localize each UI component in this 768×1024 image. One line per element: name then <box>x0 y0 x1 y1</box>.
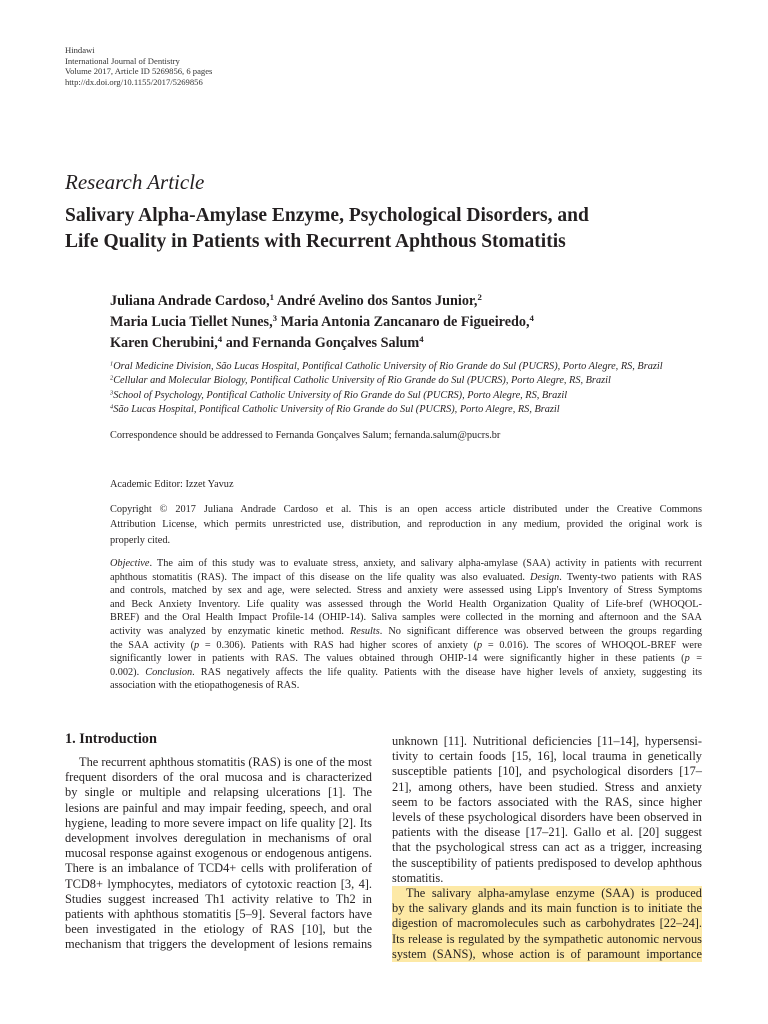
text-segment: p <box>194 639 200 651</box>
text-line: properly cited. <box>110 534 171 546</box>
text-line: frequent disorders of the oral mucosa and is characterized <box>65 770 372 785</box>
text-segment: significantly lower in patients with RAS. The values obtained through OHIP-14 were significantly higher in these patients ( <box>110 653 685 665</box>
text-line: Its release is regulated by the sympathetic autonomic nervous <box>392 931 702 946</box>
text-line <box>110 403 710 417</box>
text-segment: and controls, matched by sex and age, were selected. Stress and anxiety were assessed using Lipp's Inventory of Stress Symptoms <box>110 585 702 597</box>
paragraph <box>392 734 702 886</box>
text-segment: aphthous stomatitis (RAS). The impact of this disease on the life quality was also evaluated. <box>110 571 531 583</box>
title-line: Salivary Alpha-Amylase Enzyme, Psychological Disorders, and <box>65 205 589 226</box>
text-line: by the salivary glands and its main function is to initiate the <box>392 901 702 916</box>
text-line: 21], among others, have been studied. Stress and anxiety <box>392 779 702 794</box>
correspondence: Correspondence should be addressed to Fernanda Gonçalves Salum; fernanda.salum@pucrs.br <box>110 430 501 441</box>
text-line: The recurrent aphthous stomatitis (RAS) is one of the most <box>79 755 372 769</box>
article-type: Research Article <box>65 170 205 194</box>
text-segment: School of Psychology, Pontifical Catholic University of Rio Grande do Sul (PUCRS), Porto Alegre, RS, Brazil <box>113 389 568 401</box>
text-line: been investigated in the etiology of RAS [10], but the <box>65 922 372 937</box>
text-line: levels of these psychological disorders have been observed in <box>392 810 702 825</box>
text-line <box>110 652 702 666</box>
text-line <box>110 584 702 598</box>
text-line <box>110 557 702 571</box>
superscript: 4 <box>529 313 534 324</box>
text-segment: p <box>477 639 483 651</box>
text-segment: . RAS negatively affects the life quality. Patients with the disease have higher levels of anxiety, suggesting its <box>192 666 702 678</box>
abstract <box>110 557 702 693</box>
text-line: Attribution License, which permits unrestricted use, distribution, and reproduction in any medium, provided the original work is <box>110 519 702 531</box>
text-line: mechanism that triggers the development of lesions remains <box>65 937 372 952</box>
text-segment: = 0.306). Patients with RAS had higher scores of anxiety ( <box>199 639 478 651</box>
text-line <box>110 639 702 653</box>
superscript: 4 <box>217 334 223 345</box>
text-line: stomatitis. <box>392 870 444 885</box>
section-heading: 1. Introduction <box>65 731 157 747</box>
text-line <box>110 291 670 312</box>
text-line: by single or multiple and relapsing ulcerations [1]. The <box>65 785 372 800</box>
doi-link[interactable]: http://dx.doi.org/10.1155/2017/5269856 <box>65 77 203 88</box>
journal-header <box>65 45 212 88</box>
text-segment: São Lucas Hospital, Pontifical Catholic University of Rio Grande do Sul (PUCRS), Porto Alegre, RS, Brazil <box>113 403 560 415</box>
text-line <box>110 666 702 680</box>
text-segment: Design <box>530 571 560 583</box>
journal-name: International Journal of Dentistry <box>65 55 180 66</box>
text-line: that the psychological stress can act as a trigger, increasing <box>392 840 702 855</box>
text-line: system (SANS), whose action is of paramount importance <box>392 946 702 961</box>
text-line <box>110 374 710 388</box>
text-line <box>110 625 702 639</box>
text-line: There is an imbalance of TCD4+ cells with proliferation of <box>65 861 372 876</box>
superscript: 2 <box>477 292 482 303</box>
superscript: 3 <box>110 389 114 397</box>
text-line: tivity to certain foods [15, 16], local trauma in genetically <box>392 749 702 764</box>
copyright-notice <box>110 502 702 548</box>
superscript: 4 <box>110 403 114 411</box>
superscript: 1 <box>269 292 275 303</box>
article-title <box>65 203 705 255</box>
text-line: patients with the disease [17–21]. Gallo et al. [20] suggest <box>392 825 702 840</box>
text-line: susceptible patients [10], and psychological disorders [17– <box>392 764 702 779</box>
superscript: 1 <box>110 360 114 368</box>
text-line: seem to be factors associated with the RAS, since higher <box>392 794 702 809</box>
highlighted-paragraph[interactable] <box>392 886 702 962</box>
text-segment: and Fernanda Gonçalves Salum <box>222 335 420 351</box>
text-segment: Conclusion <box>145 666 193 678</box>
text-segment: Maria Lucia Tiellet Nunes, <box>110 314 273 330</box>
text-line <box>110 389 710 403</box>
text-segment: Maria Antonia Zancanaro de Figueiredo, <box>277 314 530 330</box>
text-line <box>110 679 702 693</box>
title-line: Life Quality in Patients with Recurrent Aphthous Stomatitis <box>65 231 566 252</box>
text-line: digestion of macromolecules such as carbohydrates [22–24]. <box>392 916 702 931</box>
text-line <box>110 333 670 354</box>
text-segment: Results <box>349 625 380 637</box>
text-segment: . No significant difference was observed between the groups regarding <box>379 625 702 637</box>
text-segment: association with the etiopathogenesis of RAS. <box>110 680 300 692</box>
superscript: 4 <box>419 334 424 345</box>
left-column-text <box>65 755 372 953</box>
author-list <box>110 291 670 354</box>
text-segment: = <box>689 653 702 665</box>
superscript: 2 <box>110 374 114 382</box>
academic-editor: Academic Editor: Izzet Yavuz <box>110 479 234 490</box>
text-line: Studies suggest increased Th1 activity relative to Th2 in <box>65 891 372 906</box>
text-line <box>110 611 702 625</box>
text-segment: activity was analyzed by enzymatic kinetic method. <box>110 625 350 637</box>
text-line: the susceptibility of patients predisposed to develop aphthous <box>392 855 702 870</box>
text-segment: Oral Medicine Division, São Lucas Hospital, Pontifical Catholic University of Rio Grande do Sul (PUCRS), Porto Alegre, RS, Brazil <box>113 361 663 372</box>
superscript: 3 <box>272 313 278 324</box>
text-segment: Cellular and Molecular Biology, Pontifical Catholic University of Rio Grande do Sul (PUCRS), Porto Alegre, RS, Brazil <box>113 375 611 387</box>
text-segment: Objective <box>110 558 150 569</box>
text-segment: Juliana Andrade Cardoso, <box>110 293 270 309</box>
text-segment: BREF) and the Oral Health Impact Profile-14 (OHIP-14). Saliva samples were collected in the morning and afternoon and the SAA <box>110 612 702 624</box>
text-line <box>110 312 670 333</box>
text-segment: Karen Cherubini, <box>110 335 218 351</box>
affiliations <box>110 360 710 417</box>
text-line: TCD8+ lymphocytes, mediators of cytotoxic reaction [3, 4]. <box>65 876 372 891</box>
text-segment: . Twenty-two patients with RAS <box>559 571 702 583</box>
text-line: The salivary alpha-amylase enzyme (SAA) is produced <box>406 886 702 901</box>
text-line: patients with aphthous stomatitis [5–9]. Several factors have <box>65 907 372 922</box>
text-segment: André Avelino dos Santos Junior, <box>274 293 478 309</box>
text-line <box>110 360 710 374</box>
text-line: Copyright © 2017 Juliana Andrade Cardoso et al. This is an open access article distributed under the Creative Commons <box>110 504 702 515</box>
text-segment: the SAA activity ( <box>110 639 195 651</box>
text-segment: . The aim of this study was to evaluate stress, anxiety, and salivary alpha-amylase (SAA) activity in patients with recurrent <box>149 558 702 569</box>
text-line: mucosal response against exogenous or endogenous antigens. <box>65 846 372 861</box>
text-line <box>110 571 702 585</box>
text-segment: and Beck Anxiety Inventory. Life quality was assessed through the World Health Organization Quality of Life-bref (WHOQOL- <box>110 598 702 610</box>
text-segment: p <box>684 653 690 665</box>
publisher: Hindawi <box>65 45 95 55</box>
right-column-text <box>392 734 702 962</box>
text-segment: 0.002). <box>110 666 146 678</box>
text-line: lesions are painful and may impair feeding, speech, and oral <box>65 800 372 815</box>
text-line <box>110 598 702 612</box>
text-line: unknown [11]. Nutritional deficiencies [11–14], hypersensi- <box>392 734 702 748</box>
volume-info: Volume 2017, Article ID 5269856, 6 pages <box>65 66 213 77</box>
text-line: development involves deregulation in mechanisms of oral <box>65 831 372 846</box>
text-segment: = 0.016). The scores of WHOQOL-BREF were <box>482 639 702 651</box>
text-line: hygiene, leading to more severe impact on life quality [2]. Its <box>65 815 372 830</box>
